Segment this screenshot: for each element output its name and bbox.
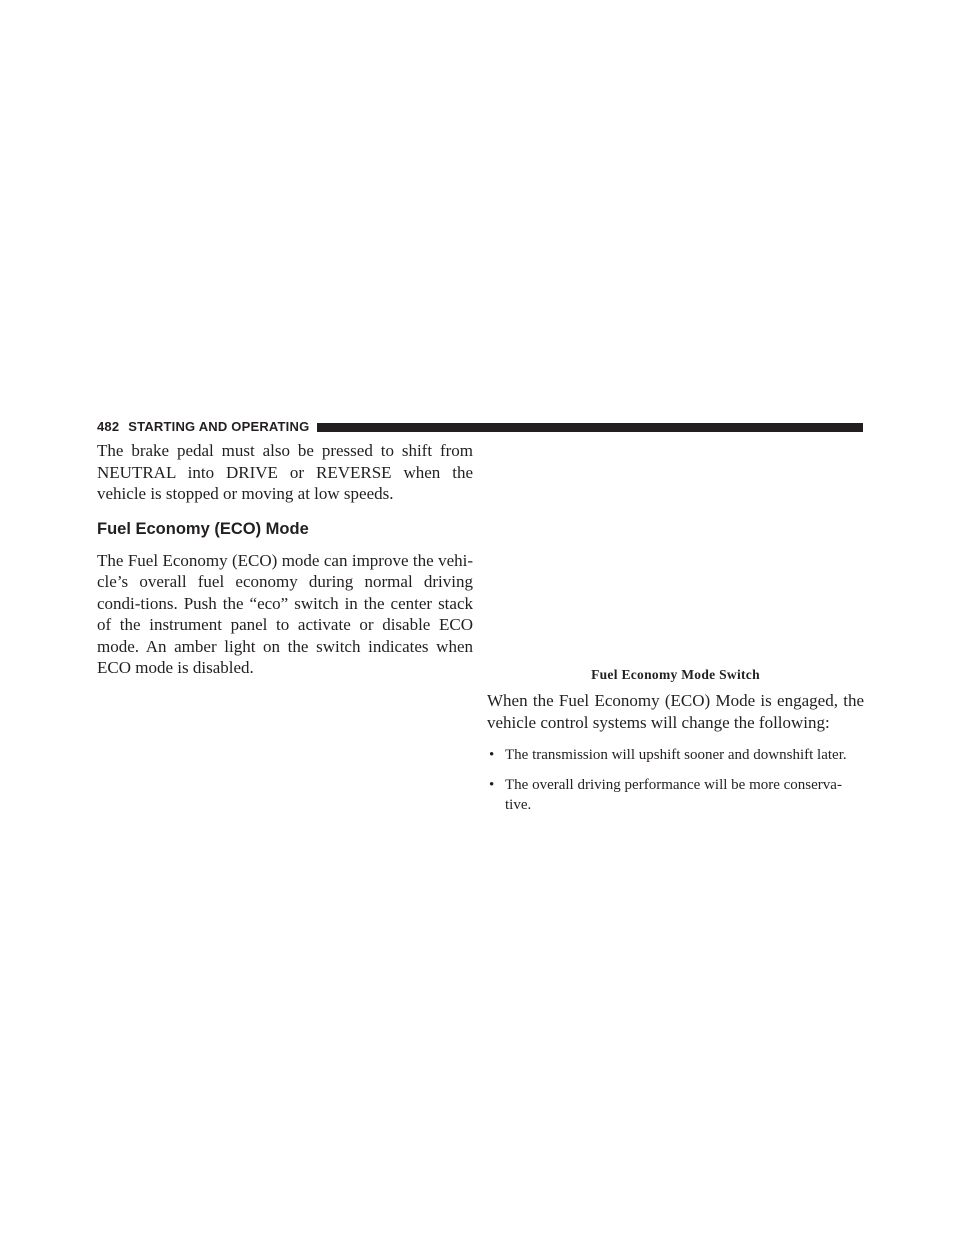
figure-caption: Fuel Economy Mode Switch — [591, 667, 760, 682]
page-header — [97, 419, 863, 435]
eco-mode-paragraph: The Fuel Economy (ECO) mode can improve the vehi-cle’s overall fuel economy during normal driving condi-tions. Push the “eco” switch in the center stack of the instrument panel to activate or disable ECO mode. An amber light on the switch indicates when ECO mode is disabled. — [97, 550, 473, 677]
list-item — [487, 745, 864, 765]
list-item-text: The overall driving performance will be more conserva-tive. — [505, 777, 842, 813]
right-column — [487, 666, 864, 825]
bullet-icon: • — [489, 777, 495, 793]
left-column — [97, 440, 473, 679]
list-item-text: The transmission will upshift sooner and downshift later. — [505, 747, 847, 763]
page-number: 482 — [97, 419, 120, 434]
eco-engaged-paragraph: When the Fuel Economy (ECO) Mode is engaged, the vehicle control systems will change the following: — [487, 691, 864, 732]
section-title: STARTING AND OPERATING — [128, 419, 310, 434]
intro-paragraph: The brake pedal must also be pressed to shift from NEUTRAL into DRIVE or REVERSE when the vehicle is stopped or moving at low speeds. — [97, 441, 473, 503]
eco-effects-list — [487, 745, 864, 815]
header-rule — [317, 423, 863, 432]
eco-mode-heading: Fuel Economy (ECO) Mode — [97, 519, 309, 538]
list-item — [487, 775, 864, 815]
bullet-icon: • — [489, 747, 495, 763]
